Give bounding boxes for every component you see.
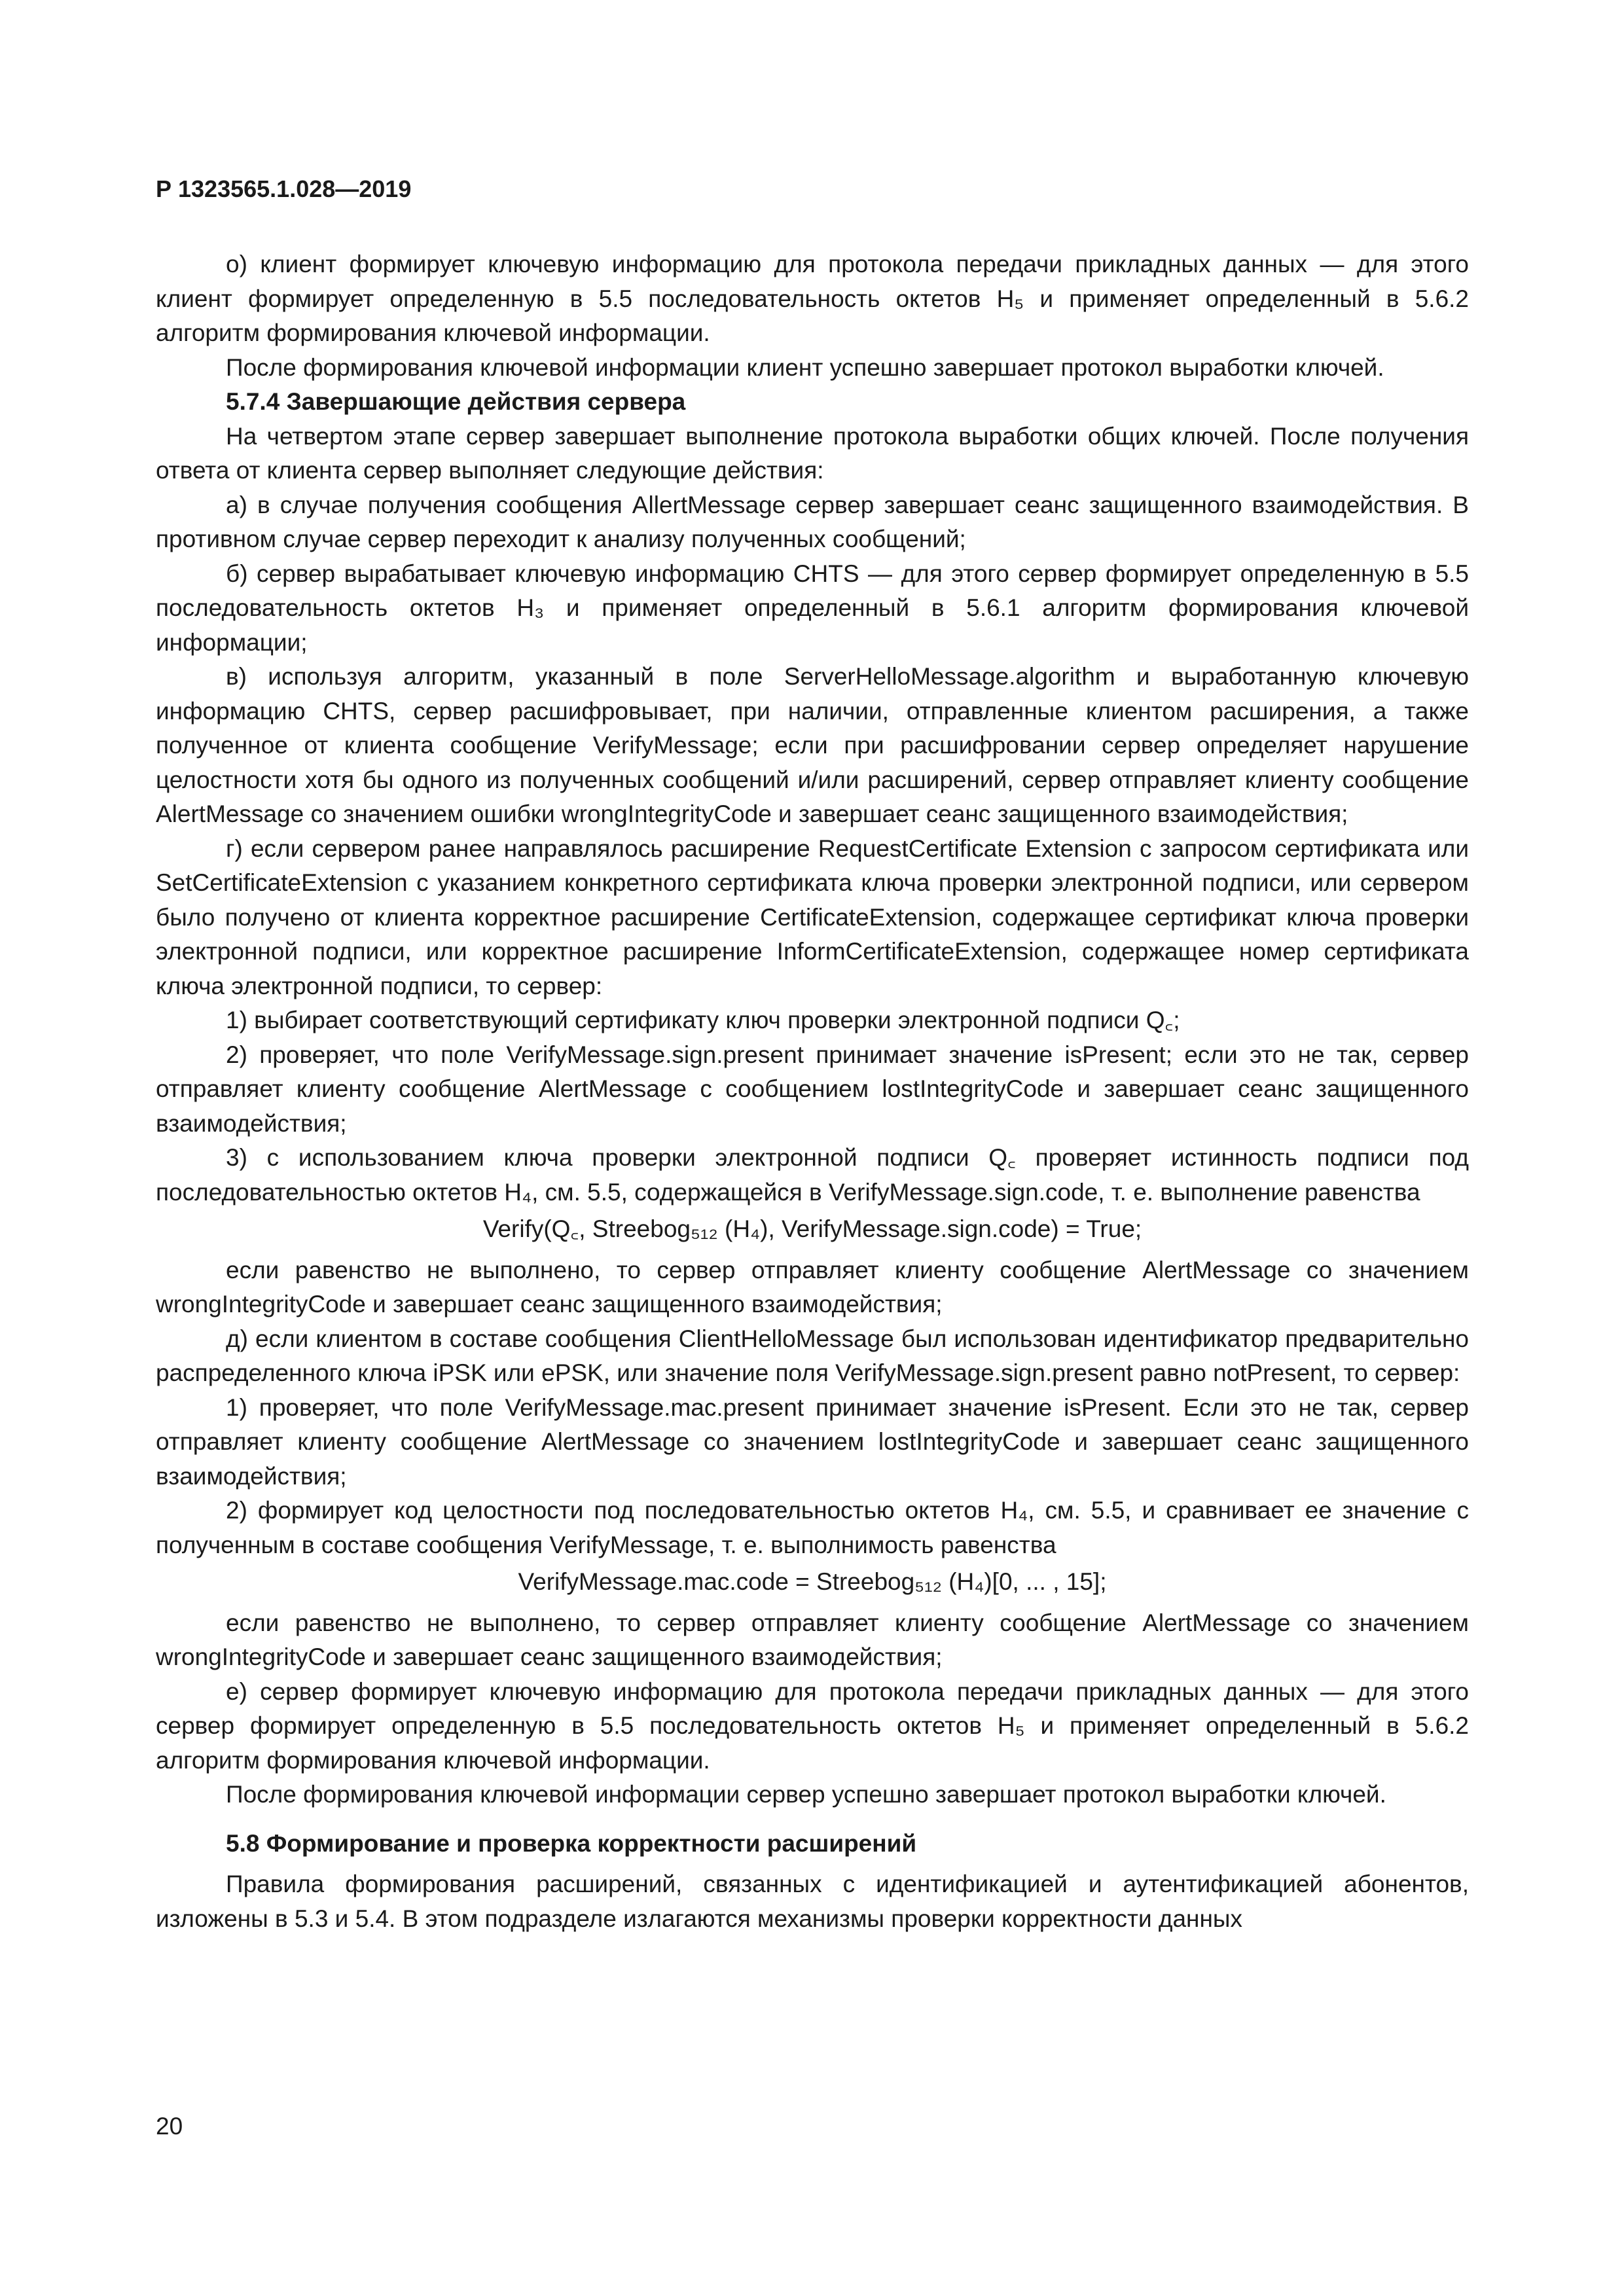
paragraph-client-done: После формирования ключевой информации клиент успешно завершает протокол выработки ключей.: [226, 353, 1384, 381]
page-number: 20: [156, 2113, 183, 2140]
paragraph-o: о) клиент формирует ключевую информацию для протокола передачи прикладных данных — для этого клиент формирует определенную в 5.5 последовательность октетов H₅ и применяет определенный в 5.6.2 алгоритм формирования ключевой информации.: [156, 251, 1469, 346]
paragraph-d1: 1) проверяет, что поле VerifyMessage.mac.present принимает значение isPresent. Если это не так, сервер отправляет клиенту сообщение AlertMessage со значением lostIntegrityCode и завершает сеанс защищенного взаимодействия;: [156, 1393, 1469, 1490]
paragraph-server-done: После формирования ключевой информации сервер успешно завершает протокол выработки ключей.: [226, 1781, 1386, 1808]
paragraph-e: е) сервер формирует ключевую информацию для протокола передачи прикладных данных — для этого сервер формирует определенную в 5.5 последовательность октетов H₅ и применяет определенный в 5.6.2 алгоритм формирования ключевой информации.: [156, 1677, 1469, 1774]
paragraph-a: а) в случае получения сообщения AllertMessage сервер завершает сеанс защищенного взаимодействия. В противном случае сервер переходит к анализу полученных сообщений;: [156, 491, 1469, 552]
paragraph-g3: 3) с использованием ключа проверки электронной подписи Q꜀ проверяет истинность подписи под последовательностью октетов H₄, см. 5.5, содержащейся в VerifyMessage.sign.code, т. е. выполнение равенства: [156, 1144, 1469, 1206]
document-body: [156, 247, 1469, 1936]
paragraph-v: в) используя алгоритм, указанный в поле ServerHelloMessage.algorithm и выработанную ключевую информацию CHTS, сервер расшифровывает, при наличии, отправленные клиентом расширения, а также полученное от клиента сообщение VerifyMessage; если при расшифровании сервер определяет нарушение целостности хотя бы одного из полученных сообщений и/или расширений, сервер отправляет клиенту сообщение AlertMessage со значением ошибки wrongIntegrityCode и завершает сеанс защищенного взаимодействия;: [156, 663, 1469, 827]
page-header: Р 1323565.1.028—2019: [156, 175, 412, 202]
formula-mac: VerifyMessage.mac.code = Streebog₅₁₂ (H₄)[0, ... , 15];: [518, 1568, 1107, 1595]
paragraph-g2: 2) проверяет, что поле VerifyMessage.sign.present принимает значение isPresent; если это не так, сервер отправляет клиенту сообщение AlertMessage с сообщением lostIntegrityCode и завершает сеанс защищенного взаимодействия;: [156, 1041, 1469, 1137]
paragraph-g: г) если сервером ранее направлялось расширение RequestCertificate Extension с запросом сертификата или SetCertificateExtension с указанием конкретного сертификата ключа проверки электронной подписи, или сервером было получено от клиента корректное расширение CertificateExtension, содержащее сертификат ключа проверки электронной подписи, или корректное расширение InformCertificateExtension, содержащее номер сертификата ключа электронной подписи, то сервер:: [156, 834, 1469, 999]
paragraph-d-fail: если равенство не выполнено, то сервер отправляет клиенту сообщение AlertMessage со значением wrongIntegrityCode и завершает сеанс защищенного взаимодействия;: [156, 1609, 1469, 1670]
section-heading-5-7-4: 5.7.4 Завершающие действия сервера: [226, 388, 686, 415]
paragraph-g1: 1) выбирает соответствующий сертификату ключ проверки электронной подписи Q꜀;: [226, 1007, 1180, 1033]
paragraph-5-8: Правила формирования расширений, связанных с идентификацией и аутентификацией абонентов, изложены в 5.3 и 5.4. В этом подразделе излагаются механизмы проверки корректности данных: [156, 1871, 1469, 1932]
formula-verify: Verify(Q꜀, Streebog₅₁₂ (H₄), VerifyMessage.sign.code) = True;: [482, 1215, 1142, 1242]
paragraph-b: б) сервер вырабатывает ключевую информацию CHTS — для этого сервер формирует определенную в 5.5 последовательность октетов H₃ и применяет определенный в 5.6.1 алгоритм формирования ключевой информации;: [156, 560, 1469, 656]
paragraph-d: д) если клиентом в составе сообщения ClientHelloMessage был использован идентификатор предварительно распределенного ключа iPSK или ePSK, или значение поля VerifyMessage.sign.present равно notPresent, то сервер:: [156, 1325, 1469, 1386]
paragraph-intro: На четвертом этапе сервер завершает выполнение протокола выработки общих ключей. После получения ответа от клиента сервер выполняет следующие действия:: [156, 422, 1469, 484]
paragraph-g-fail: если равенство не выполнено, то сервер отправляет клиенту сообщение AlertMessage со значением wrongIntegrityCode и завершает сеанс защищенного взаимодействия;: [156, 1256, 1469, 1318]
paragraph-d2: 2) формирует код целостности под последовательностью октетов H₄, см. 5.5, и сравнивает ее значение с полученным в составе сообщения VerifyMessage, т. е. выполнимость равенства: [156, 1497, 1469, 1558]
section-heading-5-8: 5.8 Формирование и проверка корректности расширений: [226, 1829, 917, 1857]
